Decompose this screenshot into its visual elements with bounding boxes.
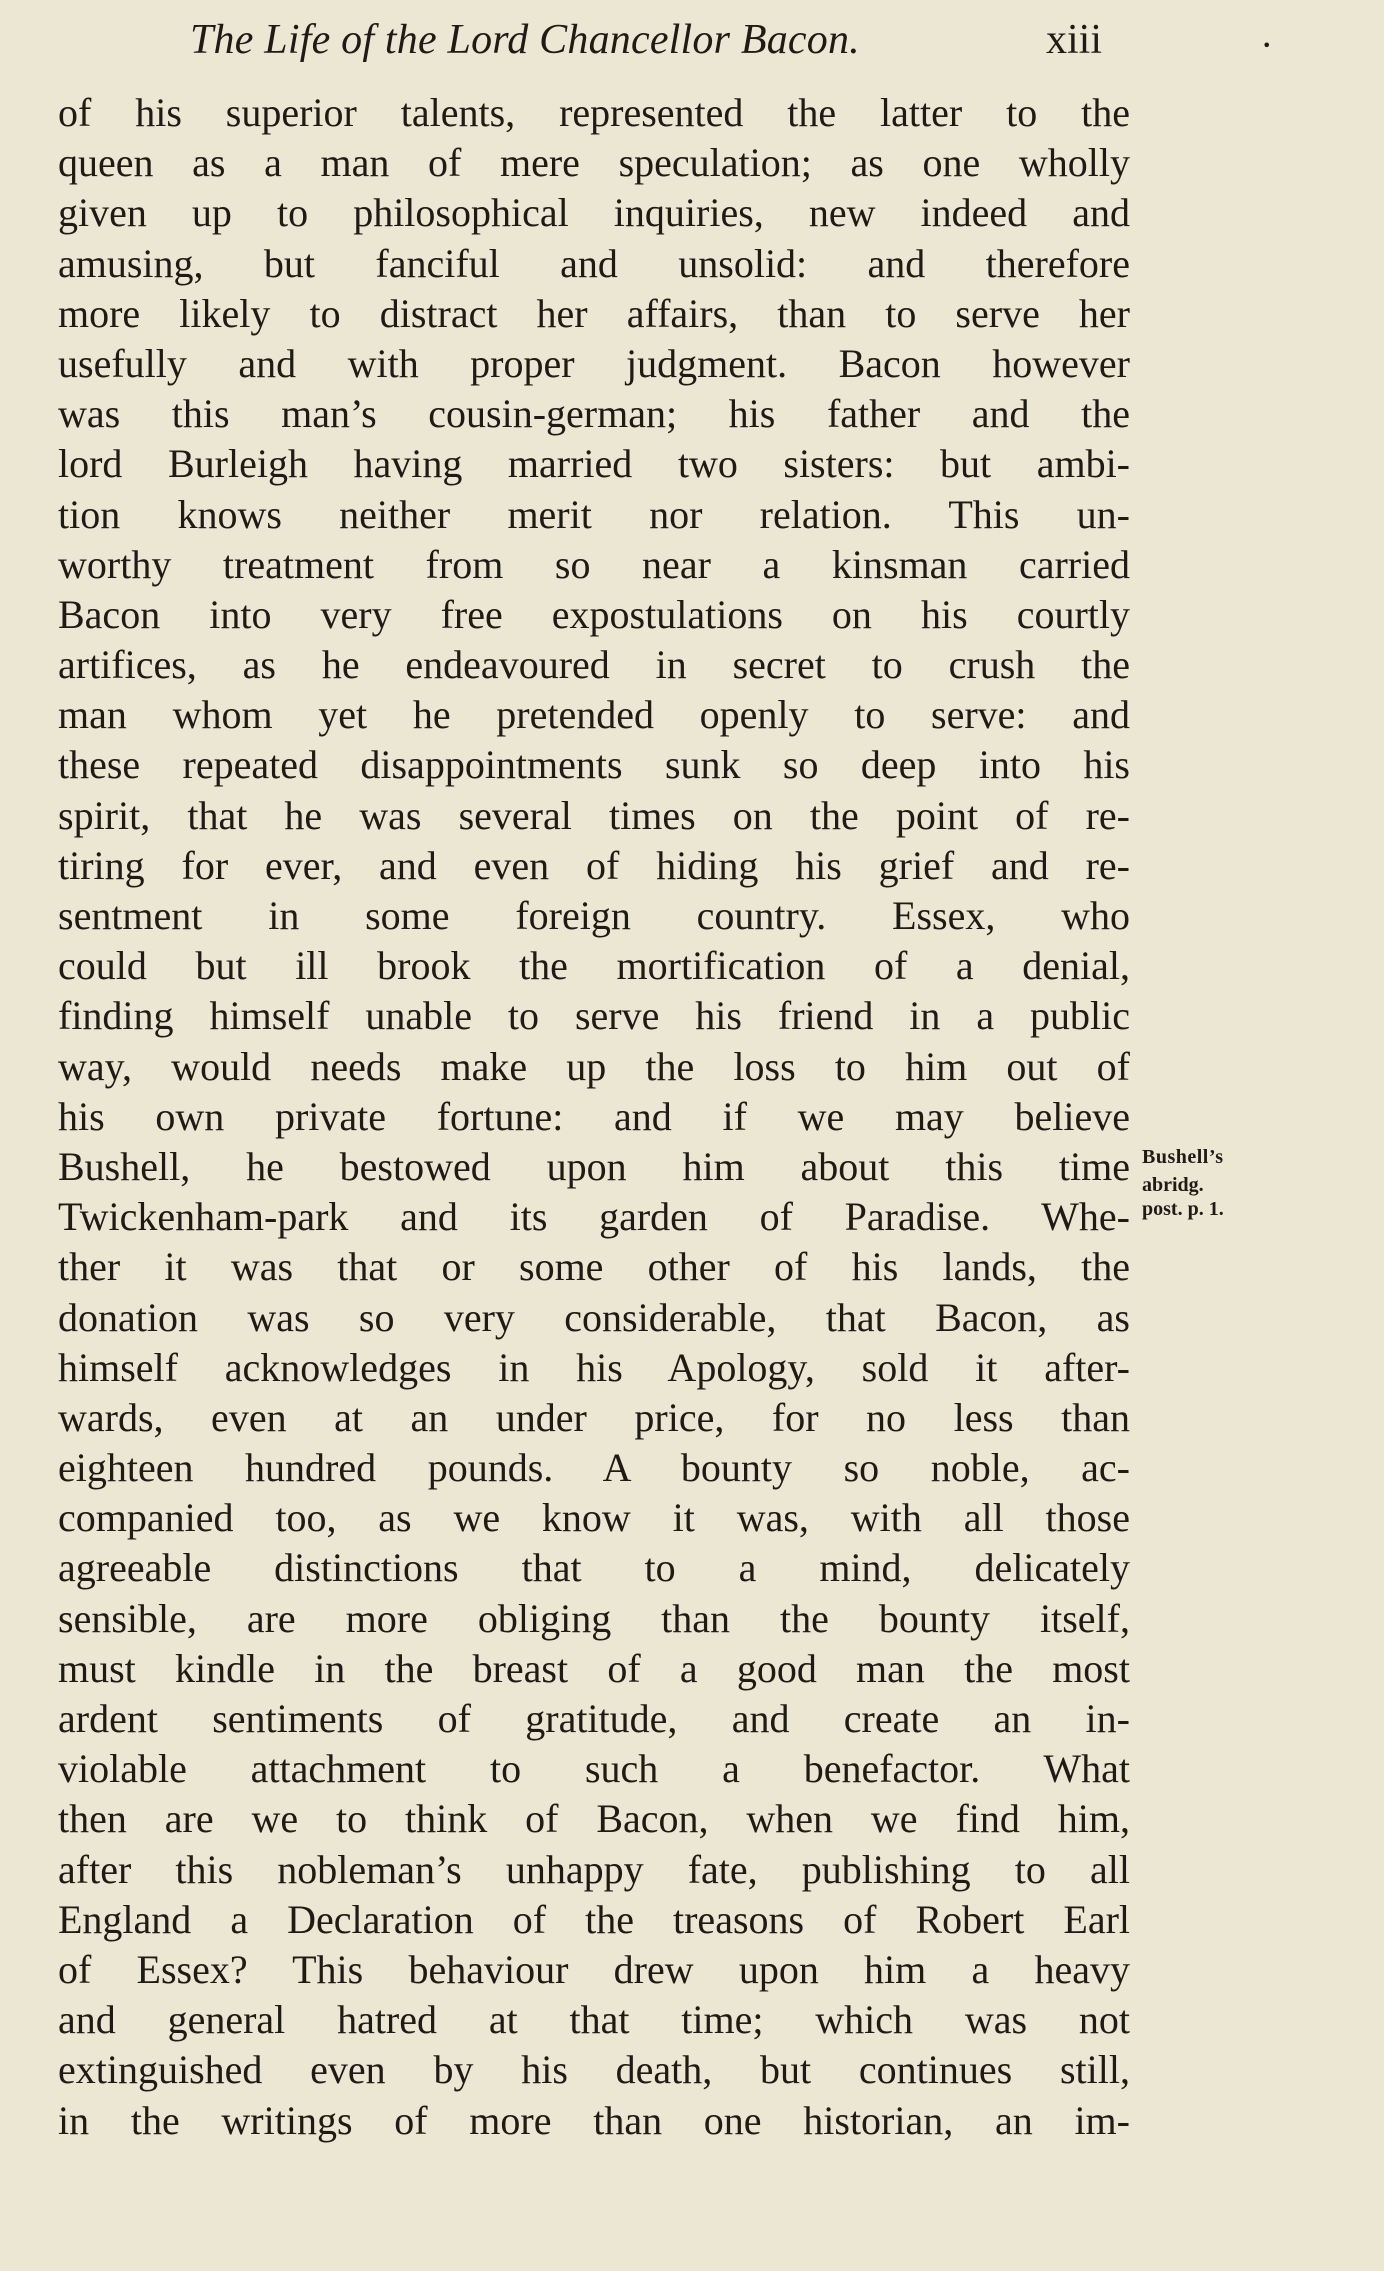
running-head — [190, 10, 1130, 70]
text-line: Bushell, he bestowed upon him about this time — [58, 1143, 1130, 1189]
text-line: violable attachment to such a benefactor. What — [58, 1746, 1130, 1792]
text-line: could but ill brook the mortification of a denial, — [58, 943, 1130, 989]
marginal-note-line: post. p. 1. — [1142, 1198, 1224, 1220]
text-line: must kindle in the breast of a good man the most — [58, 1645, 1130, 1691]
text-line: usefully and with proper judgment. Bacon however — [58, 340, 1130, 386]
text-line: was this man’s cousin-german; his father and the — [58, 391, 1130, 437]
text-line: tion knows neither merit nor relation. This un- — [58, 491, 1130, 537]
marginal-note — [1142, 1144, 1292, 1222]
text-line: amusing, but fanciful and unsolid: and therefore — [58, 240, 1130, 286]
text-line: ther it was that or some other of his lands, the — [58, 1244, 1130, 1290]
text-line: sensible, are more obliging than the bounty itself, — [58, 1595, 1130, 1641]
text-line: artifices, as he endeavoured in secret to crush the — [58, 642, 1130, 688]
text-line: himself acknowledges in his Apology, sold it after- — [58, 1344, 1130, 1390]
text-line: Twickenham-park and its garden of Paradise. Whe- — [58, 1194, 1130, 1240]
text-line: donation was so very considerable, that Bacon, as — [58, 1294, 1130, 1340]
text-line: worthy treatment from so near a kinsman carried — [58, 541, 1130, 587]
marginal-note-line: abridg. — [1142, 1174, 1204, 1196]
text-line: eighteen hundred pounds. A bounty so noble, ac- — [58, 1445, 1130, 1491]
text-line: his own private fortune: and if we may believe — [58, 1093, 1130, 1139]
page-number: xiii — [1046, 17, 1103, 63]
text-line: way, would needs make up the loss to him out of — [58, 1043, 1130, 1089]
text-line: spirit, that he was several times on the point of re- — [58, 792, 1130, 838]
text-line: given up to philosophical inquiries, new indeed and — [58, 190, 1130, 236]
text-line: Bacon into very free expostulations on his courtly — [58, 591, 1130, 637]
text-line: then are we to think of Bacon, when we find him, — [58, 1796, 1130, 1842]
text-line: of Essex? This behaviour drew upon him a heavy — [58, 1946, 1130, 1992]
text-line: sentment in some foreign country. Essex, who — [58, 893, 1130, 938]
text-line: and general hatred at that time; which was not — [58, 1997, 1130, 2043]
text-line: extinguished even by his death, but continues still, — [58, 2047, 1130, 2093]
print-mark: • — [1262, 36, 1272, 55]
text-line: in the writings of more than one historian, an im- — [58, 2097, 1130, 2143]
marginal-note-line: Bushell’s — [1142, 1146, 1224, 1168]
text-line: England a Declaration of the treasons of Robert Earl — [58, 1896, 1130, 1942]
text-line: ardent sentiments of gratitude, and create an in- — [58, 1696, 1130, 1741]
text-line: finding himself unable to serve his friend in a public — [58, 993, 1130, 1039]
text-line: companied too, as we know it was, with all those — [58, 1495, 1130, 1541]
text-line: these repeated disappointments sunk so deep into his — [58, 742, 1130, 788]
text-line: queen as a man of mere speculation; as one wholly — [58, 140, 1130, 186]
text-line: tiring for ever, and even of hiding his grief and re- — [58, 842, 1130, 888]
text-line: of his superior talents, represented the latter to the — [58, 90, 1130, 135]
text-line: man whom yet he pretended openly to serve: and — [58, 692, 1130, 738]
text-line: after this nobleman’s unhappy fate, publishing to all — [58, 1846, 1130, 1892]
text-line: wards, even at an under price, for no less than — [58, 1394, 1130, 1440]
text-line: lord Burleigh having married two sisters: but ambi- — [58, 441, 1130, 487]
body-text — [58, 88, 1130, 2146]
running-title: The Life of the Lord Chancellor Bacon. — [190, 17, 860, 63]
text-line: more likely to distract her affairs, than to serve her — [58, 290, 1130, 336]
text-line: agreeable distinctions that to a mind, delicately — [58, 1545, 1130, 1591]
